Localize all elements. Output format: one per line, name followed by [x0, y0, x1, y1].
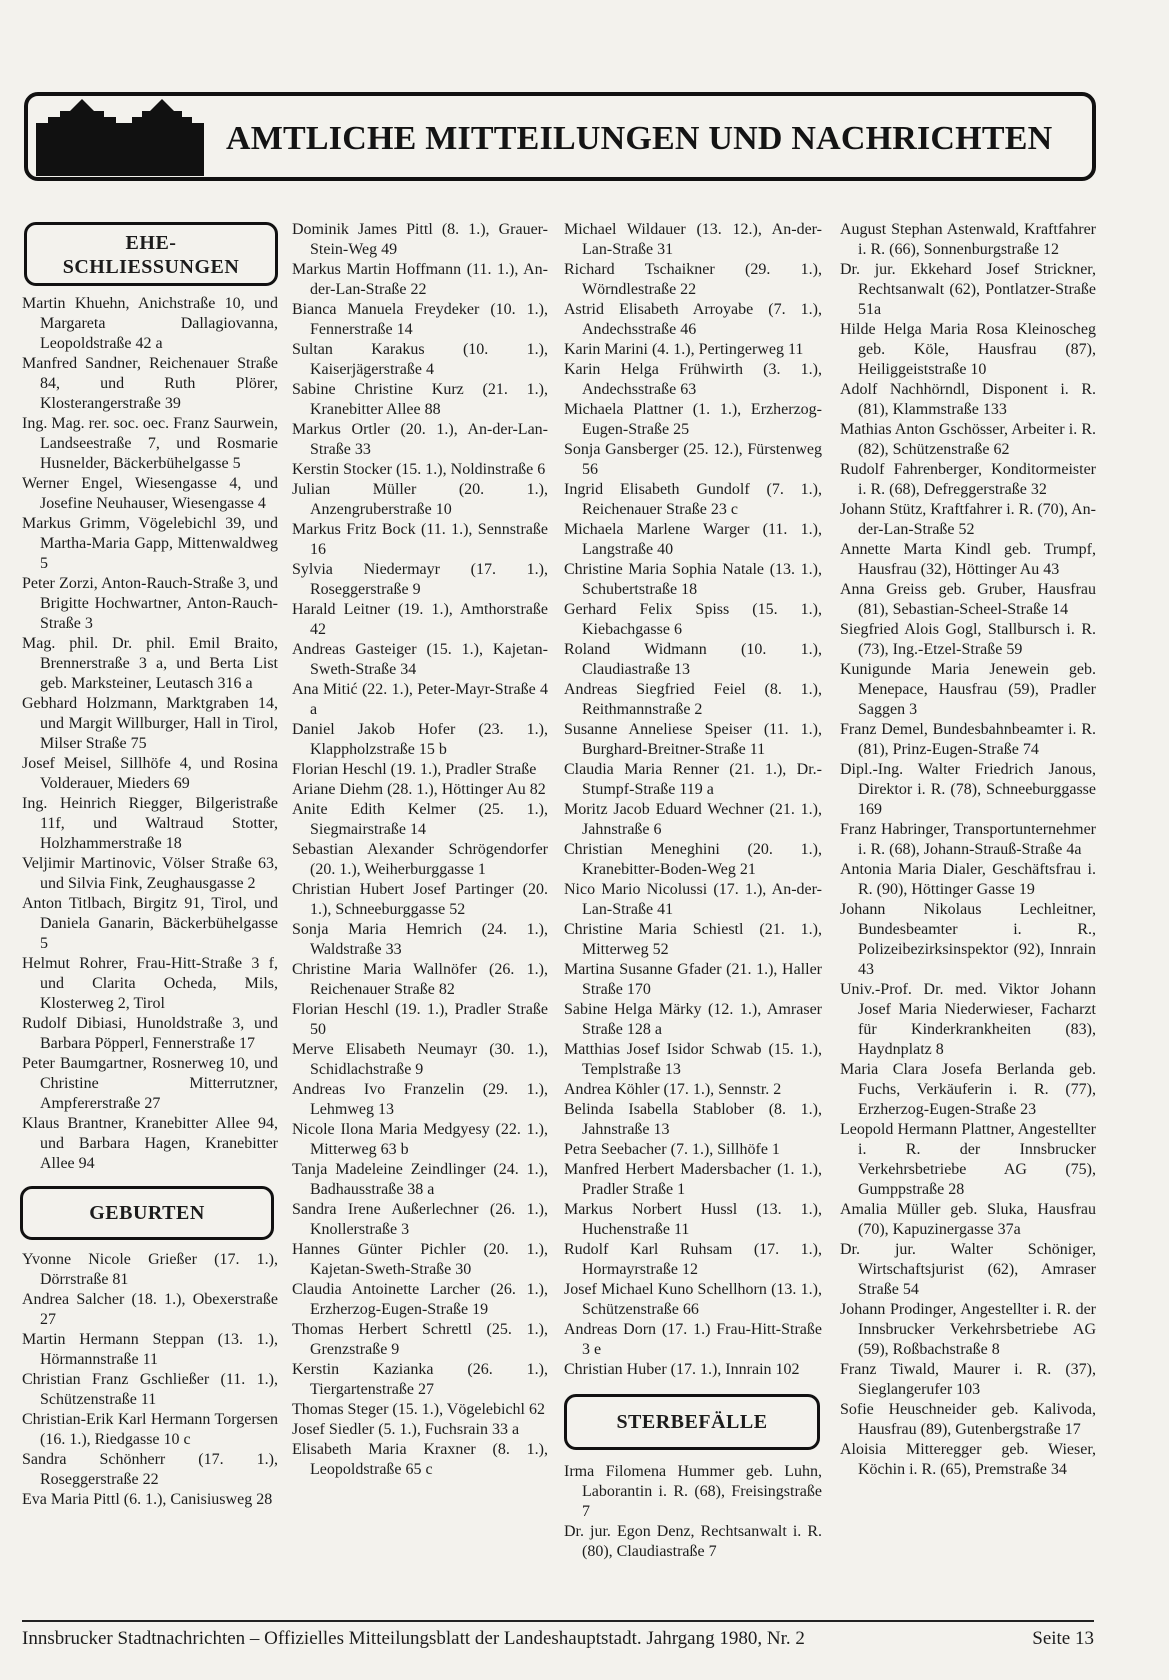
list-item: Andreas Gasteiger (15. 1.), Kajetan-Sweth-Straße 34	[292, 641, 548, 678]
list-item: Rudolf Dibiasi, Hunoldstraße 3, und Barbara Pöpperl, Fennerstraße 17	[22, 1015, 278, 1052]
list-item: Daniel Jakob Hofer (23. 1.), Klappholzstraße 15 b	[292, 721, 548, 758]
list-item: Werner Engel, Wiesengasse 4, und Josefine Neuhauser, Wiesengasse 4	[22, 475, 278, 512]
marriages-heading	[24, 222, 278, 286]
footer-publication: Innsbrucker Stadtnachrichten – Offizielles Mitteilungsblatt der Landeshauptstadt. Jahrgang 1980, Nr. 2	[22, 1628, 805, 1649]
list-item: Markus Norbert Hussl (13. 1.), Huchenstraße 11	[564, 1201, 822, 1238]
list-item: Amalia Müller geb. Sluka, Hausfrau (70), Kapuzinergasse 37a	[840, 1201, 1096, 1238]
column-2	[292, 220, 548, 1480]
list-item: Sofie Heuschneider geb. Kalivoda, Hausfrau (89), Gutenbergstraße 17	[840, 1401, 1096, 1438]
list-item: Michaela Marlene Warger (11. 1.), Langstraße 40	[564, 521, 822, 558]
list-item: Anite Edith Kelmer (25. 1.), Siegmairstraße 14	[292, 801, 548, 838]
list-item: Ariane Diehm (28. 1.), Höttinger Au 82	[292, 781, 546, 798]
page-footer	[22, 1620, 1094, 1649]
list-item: Ing. Heinrich Riegger, Bilgeristraße 11f, und Waltraud Stotter, Holzhammerstraße 18	[22, 795, 278, 852]
list-item: Adolf Nachhörndl, Disponent i. R. (81), Klammstraße 133	[840, 381, 1096, 418]
list-item: Sonja Maria Hemrich (24. 1.), Waldstraße 33	[292, 921, 548, 958]
column-4	[840, 220, 1096, 1480]
list-item: Siegfried Alois Gogl, Stallbursch i. R. (73), Ing.-Etzel-Straße 59	[840, 621, 1096, 658]
list-item: Christian Huber (17. 1.), Innrain 102	[564, 1361, 800, 1378]
list-item: Sabine Christine Kurz (21. 1.), Kranebitter Allee 88	[292, 381, 548, 418]
marriages-heading-line2: SCHLIESSUNGEN	[62, 256, 240, 278]
list-item: Gerhard Felix Spiss (15. 1.), Kiebachgasse 6	[564, 601, 822, 638]
list-item: Annette Marta Kindl geb. Trumpf, Hausfrau (32), Höttinger Au 43	[840, 541, 1096, 578]
column-1	[22, 222, 278, 1510]
list-item: Christian Meneghini (20. 1.), Kranebitter-Boden-Weg 21	[564, 841, 822, 878]
list-item: Helmut Rohrer, Frau-Hitt-Straße 3 f, und Clarita Ocheda, Mils, Klosterweg 2, Tirol	[22, 955, 278, 1012]
list-item: Christian Franz Gschließer (11. 1.), Schützenstraße 11	[22, 1371, 278, 1408]
list-item: Matthias Josef Isidor Schwab (15. 1.), Templstraße 13	[564, 1041, 822, 1078]
list-item: Moritz Jacob Eduard Wechner (21. 1.), Jahnstraße 6	[564, 801, 822, 838]
list-item: Susanne Anneliese Speiser (11. 1.), Burghard-Breitner-Straße 11	[564, 721, 822, 758]
list-item: Rudolf Fahrenberger, Konditormeister i. R. (68), Defreggerstraße 32	[840, 461, 1096, 498]
list-item: Christine Maria Sophia Natale (13. 1.), Schubertstraße 18	[564, 561, 822, 598]
list-item: Karin Marini (4. 1.), Pertingerweg 11	[564, 341, 804, 358]
list-item: Florian Heschl (19. 1.), Pradler Straße	[292, 761, 537, 778]
list-item: Thomas Steger (15. 1.), Vögelebichl 62	[292, 1401, 545, 1418]
list-item: Kerstin Stocker (15. 1.), Noldinstraße 6	[292, 461, 546, 478]
list-item: Univ.-Prof. Dr. med. Viktor Johann Josef Maria Niederwieser, Facharzt für Kinderkrankheiten (83), Haydnplatz 8	[840, 981, 1096, 1058]
list-item: Mathias Anton Gschösser, Arbeiter i. R. (82), Schützenstraße 62	[840, 421, 1096, 458]
list-item: Andrea Salcher (18. 1.), Obexerstraße 27	[22, 1291, 278, 1328]
list-item: Sultan Karakus (10. 1.), Kaiserjägerstraße 4	[292, 341, 548, 378]
city-towers-logo	[36, 99, 204, 176]
list-item: Christine Maria Schiestl (21. 1.), Mitterweg 52	[564, 921, 822, 958]
list-item: Martina Susanne Gfader (21. 1.), Haller Straße 170	[564, 961, 822, 998]
list-item: Ing. Mag. rer. soc. oec. Franz Saurwein, Landseestraße 7, und Rosmarie Husnelder, Bäckerbühelgasse 5	[22, 415, 278, 472]
list-item: Andreas Dorn (17. 1.) Frau-Hitt-Straße 3 e	[564, 1321, 822, 1358]
list-item: Dipl.-Ing. Walter Friedrich Janous, Direktor i. R. (78), Schneeburggasse 169	[840, 761, 1096, 818]
list-item: Merve Elisabeth Neumayr (30. 1.), Schidlachstraße 9	[292, 1041, 548, 1078]
section-header	[24, 92, 1096, 181]
list-item: Andrea Köhler (17. 1.), Sennstr. 2	[564, 1081, 782, 1098]
list-item: Dr. jur. Walter Schöniger, Wirtschaftsjurist (62), Amraser Straße 54	[840, 1241, 1096, 1298]
list-item: Hilde Helga Maria Rosa Kleinoscheg geb. Köle, Hausfrau (87), Heiliggeiststraße 10	[840, 321, 1096, 378]
list-item: Markus Martin Hoffmann (11. 1.), An-der-Lan-Straße 22	[292, 261, 548, 298]
list-item: Franz Habringer, Transportunternehmer i. R. (68), Johann-Strauß-Straße 4a	[840, 821, 1096, 858]
list-item: Ingrid Elisabeth Gundolf (7. 1.), Reichenauer Straße 23 c	[564, 481, 822, 518]
list-item: Michael Wildauer (13. 12.), An-der-Lan-Straße 31	[564, 221, 822, 258]
list-item: Nico Mario Nicolussi (17. 1.), An-der-Lan-Straße 41	[564, 881, 822, 918]
list-item: Maria Clara Josefa Berlanda geb. Fuchs, Verkäuferin i. R. (77), Erzherzog-Eugen-Straße 23	[840, 1061, 1096, 1118]
list-item: Markus Fritz Bock (11. 1.), Sennstraße 16	[292, 521, 548, 558]
list-item: Gebhard Holzmann, Marktgraben 14, und Margit Willburger, Hall in Tirol, Milser Straße 75	[22, 695, 278, 752]
list-item: Klaus Brantner, Kranebitter Allee 94, und Barbara Hagen, Kranebitter Allee 94	[22, 1115, 278, 1172]
list-item: Sandra Irene Außerlechner (26. 1.), Knollerstraße 3	[292, 1201, 548, 1238]
list-item: Dominik James Pittl (8. 1.), Grauer-Stein-Weg 49	[292, 221, 548, 258]
list-item: Julian Müller (20. 1.), Anzengruberstraße 10	[292, 481, 548, 518]
list-item: Martin Hermann Steppan (13. 1.), Hörmannstraße 11	[22, 1331, 278, 1368]
list-item: Eva Maria Pittl (6. 1.), Canisiusweg 28	[22, 1491, 273, 1508]
list-item: Ana Mitić (22. 1.), Peter-Mayr-Straße 4 a	[292, 681, 548, 718]
list-item: August Stephan Astenwald, Kraftfahrer i. R. (66), Sonnenburgstraße 12	[840, 221, 1096, 258]
column-3	[564, 220, 822, 1562]
births-heading: GEBURTEN	[20, 1186, 274, 1240]
list-item: Bianca Manuela Freydeker (10. 1.), Fennerstraße 14	[292, 301, 548, 338]
list-item: Markus Ortler (20. 1.), An-der-Lan-Straße 33	[292, 421, 548, 458]
page-number: Seite 13	[1032, 1628, 1094, 1649]
list-item: Dr. jur. Egon Denz, Rechtsanwalt i. R. (80), Claudiastraße 7	[564, 1523, 822, 1560]
list-item: Josef Meisel, Sillhöfe 4, und Rosina Volderauer, Mieders 69	[22, 755, 278, 792]
list-item: Sabine Helga Märky (12. 1.), Amraser Straße 128 a	[564, 1001, 822, 1038]
list-item: Petra Seebacher (7. 1.), Sillhöfe 1	[564, 1141, 780, 1158]
list-item: Claudia Maria Renner (21. 1.), Dr.-Stumpf-Straße 119 a	[564, 761, 822, 798]
list-item: Andreas Siegfried Feiel (8. 1.), Reithmannstraße 2	[564, 681, 822, 718]
list-item: Tanja Madeleine Zeindlinger (24. 1.), Badhausstraße 38 a	[292, 1161, 548, 1198]
page-title: AMTLICHE MITTEILUNGEN UND NACHRICHTEN	[226, 120, 1053, 157]
list-item: Christine Maria Wallnöfer (26. 1.), Reichenauer Straße 82	[292, 961, 548, 998]
marriages-heading-line1: EHE-	[125, 232, 177, 254]
list-item: Rudolf Karl Ruhsam (17. 1.), Hormayrstraße 12	[564, 1241, 822, 1278]
list-item: Johann Stütz, Kraftfahrer i. R. (70), An-der-Lan-Straße 52	[840, 501, 1096, 538]
list-item: Hannes Günter Pichler (20. 1.), Kajetan-Sweth-Straße 30	[292, 1241, 548, 1278]
list-item: Johann Nikolaus Lechleitner, Bundesbeamter i. R., Polizeibezirksinspektor (92), Innrain 43	[840, 901, 1096, 978]
births-list-part1	[22, 1250, 278, 1510]
deaths-list-part1	[564, 1462, 822, 1562]
marriages-list	[22, 294, 278, 1174]
list-item: Andreas Ivo Franzelin (29. 1.), Lehmweg 13	[292, 1081, 548, 1118]
deaths-list-part2	[840, 220, 1096, 1480]
list-item: Dr. jur. Ekkehard Josef Strickner, Rechtsanwalt (62), Pontlatzer-Straße 51a	[840, 261, 1096, 318]
list-item: Sandra Schönherr (17. 1.), Roseggerstraße 22	[22, 1451, 278, 1488]
list-item: Harald Leitner (19. 1.), Amthorstraße 42	[292, 601, 548, 638]
list-item: Josef Siedler (5. 1.), Fuchsrain 33 a	[292, 1421, 520, 1438]
list-item: Anna Greiss geb. Gruber, Hausfrau (81), Sebastian-Scheel-Straße 14	[840, 581, 1096, 618]
list-item: Irma Filomena Hummer geb. Luhn, Laborantin i. R. (68), Freisingstraße 7	[564, 1463, 822, 1520]
births-list-part3	[564, 220, 822, 1380]
list-item: Markus Grimm, Vögelebichl 39, und Martha-Maria Gapp, Mittenwaldweg 5	[22, 515, 278, 572]
list-item: Antonia Maria Dialer, Geschäftsfrau i. R. (90), Höttinger Gasse 19	[840, 861, 1096, 898]
list-item: Franz Demel, Bundesbahnbeamter i. R. (81), Prinz-Eugen-Straße 74	[840, 721, 1096, 758]
list-item: Sonja Gansberger (25. 12.), Fürstenweg 56	[564, 441, 822, 478]
list-item: Richard Tschaikner (29. 1.), Wörndlestraße 22	[564, 261, 822, 298]
list-item: Peter Baumgartner, Rosnerweg 10, und Christine Mitterrutzner, Ampfererstraße 27	[22, 1055, 278, 1112]
list-item: Manfred Herbert Madersbacher (1. 1.), Pradler Straße 1	[564, 1161, 822, 1198]
list-item: Mag. phil. Dr. phil. Emil Braito, Brennerstraße 3 a, und Berta List geb. Marksteiner, Leutasch 316 a	[22, 635, 278, 692]
list-item: Florian Heschl (19. 1.), Pradler Straße 50	[292, 1001, 548, 1038]
list-item: Josef Michael Kuno Schellhorn (13. 1.), Schützenstraße 66	[564, 1281, 822, 1318]
list-item: Astrid Elisabeth Arroyabe (7. 1.), Andechsstraße 46	[564, 301, 822, 338]
list-item: Yvonne Nicole Grießer (17. 1.), Dörrstraße 81	[22, 1251, 278, 1288]
list-item: Sebastian Alexander Schrögendorfer (20. 1.), Weiherburggasse 1	[292, 841, 548, 878]
list-item: Kerstin Kazianka (26. 1.), Tiergartenstraße 27	[292, 1361, 548, 1398]
list-item: Nicole Ilona Maria Medgyesy (22. 1.), Mitterweg 63 b	[292, 1121, 548, 1158]
list-item: Christian Hubert Josef Partinger (20. 1.), Schneeburggasse 52	[292, 881, 548, 918]
list-item: Sylvia Niedermayr (17. 1.), Roseggerstraße 9	[292, 561, 548, 598]
list-item: Peter Zorzi, Anton-Rauch-Straße 3, und Brigitte Hochwartner, Anton-Rauch-Straße 3	[22, 575, 278, 632]
list-item: Claudia Antoinette Larcher (26. 1.), Erzherzog-Eugen-Straße 19	[292, 1281, 548, 1318]
list-item: Johann Prodinger, Angestellter i. R. der Innsbrucker Verkehrsbetriebe AG (59), Roßbachstraße 8	[840, 1301, 1096, 1358]
list-item: Kunigunde Maria Jenewein geb. Menepace, Hausfrau (59), Pradler Saggen 3	[840, 661, 1096, 718]
list-item: Michaela Plattner (1. 1.), Erzherzog-Eugen-Straße 25	[564, 401, 822, 438]
list-item: Franz Tiwald, Maurer i. R. (37), Sieglangerufer 103	[840, 1361, 1096, 1398]
deaths-heading: STERBEFÄLLE	[564, 1394, 820, 1450]
list-item: Christian-Erik Karl Hermann Torgersen (16. 1.), Riedgasse 10 c	[22, 1411, 278, 1448]
births-list-part2	[292, 220, 548, 1480]
list-item: Martin Khuehn, Anichstraße 10, und Margareta Dallagiovanna, Leopoldstraße 42 a	[22, 295, 278, 352]
list-item: Belinda Isabella Stablober (8. 1.), Jahnstraße 13	[564, 1101, 822, 1138]
list-item: Anton Titlbach, Birgitz 91, Tirol, und Daniela Ganarin, Bäckerbühelgasse 5	[22, 895, 278, 952]
list-item: Roland Widmann (10. 1.), Claudiastraße 13	[564, 641, 822, 678]
list-item: Aloisia Mitteregger geb. Wieser, Köchin i. R. (65), Premstraße 34	[840, 1441, 1096, 1478]
list-item: Thomas Herbert Schrettl (25. 1.), Grenzstraße 9	[292, 1321, 548, 1358]
list-item: Elisabeth Maria Kraxner (8. 1.), Leopoldstraße 65 c	[292, 1441, 548, 1478]
list-item: Manfred Sandner, Reichenauer Straße 84, und Ruth Plörer, Klosterangerstraße 39	[22, 355, 278, 412]
list-item: Leopold Hermann Plattner, Angestellter i. R. der Innsbrucker Verkehrsbetriebe AG (75), Gumppstraße 28	[840, 1121, 1096, 1198]
list-item: Veljimir Martinovic, Völser Straße 63, und Silvia Fink, Zeughausgasse 2	[22, 855, 278, 892]
list-item: Karin Helga Frühwirth (3. 1.), Andechsstraße 63	[564, 361, 822, 398]
